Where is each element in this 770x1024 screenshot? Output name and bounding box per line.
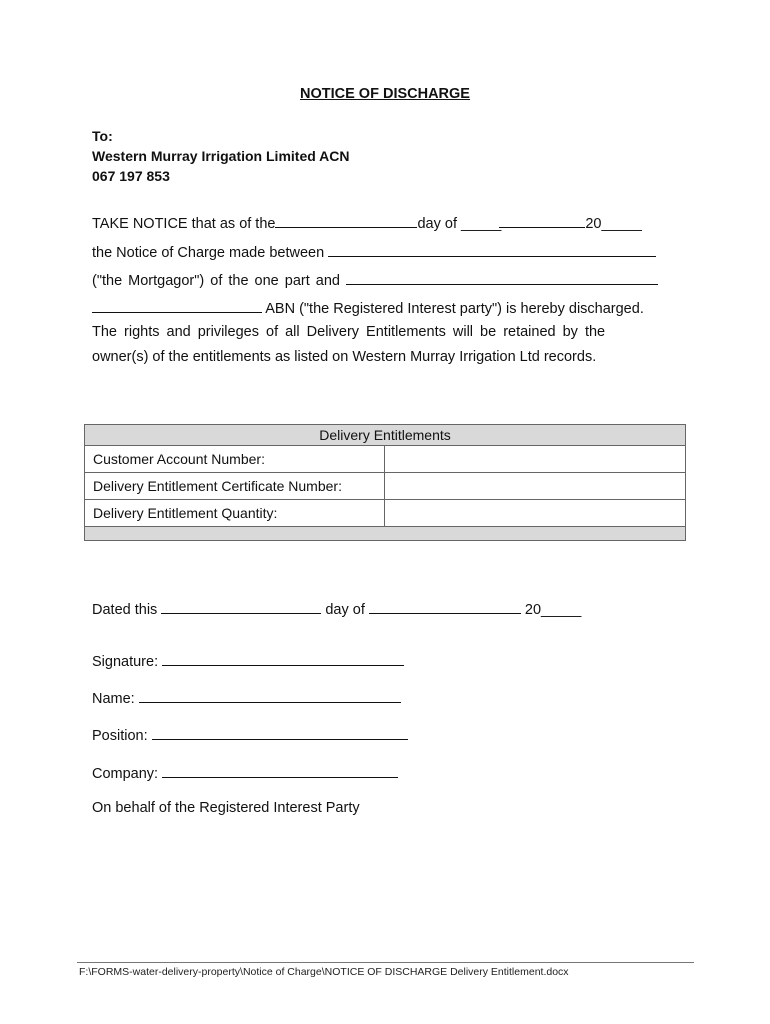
notice-of-charge-line bbox=[92, 242, 656, 261]
charge-parties-blank[interactable] bbox=[328, 242, 656, 257]
table-row bbox=[85, 500, 686, 527]
day-blank[interactable] bbox=[275, 213, 417, 228]
name-label: Name: bbox=[92, 691, 135, 707]
notice-of-charge-text: the Notice of Charge made between bbox=[92, 245, 325, 261]
mortgagor-text: ("the Mortgagor") of the one part and bbox=[92, 273, 340, 289]
take-notice-text: TAKE NOTICE that as of the bbox=[92, 216, 276, 232]
table-header: Delivery Entitlements bbox=[85, 425, 686, 446]
delivery-entitlements-table bbox=[84, 424, 686, 541]
entitlement-quantity-value[interactable] bbox=[385, 500, 686, 527]
day-of-text: day of bbox=[417, 216, 457, 232]
table-footer-bar bbox=[85, 527, 686, 541]
rights-line-2: owner(s) of the entitlements as listed on Western Murray Irrigation Ltd records. bbox=[92, 349, 597, 365]
signature-line bbox=[92, 651, 404, 670]
customer-account-value[interactable] bbox=[385, 446, 686, 473]
signature-label: Signature: bbox=[92, 654, 159, 670]
document-title: NOTICE OF DISCHARGE bbox=[300, 86, 470, 102]
abn-blank[interactable] bbox=[92, 298, 262, 313]
entitlement-quantity-label: Delivery Entitlement Quantity: bbox=[85, 500, 385, 527]
dated-year-text: 20_____ bbox=[524, 602, 582, 618]
take-notice-line: TAKE NOTICE that as of the day of _____ 20_____ bbox=[92, 213, 642, 232]
name-line bbox=[92, 688, 401, 707]
certificate-number-label: Delivery Entitlement Certificate Number: bbox=[85, 473, 385, 500]
to-label: To: bbox=[92, 128, 113, 144]
dated-month-blank[interactable] bbox=[369, 599, 521, 614]
footer-file-path: F:\FORMS-water-delivery-property\Notice of Charge\NOTICE OF DISCHARGE Delivery Entitlement.docx bbox=[79, 966, 569, 978]
position-blank[interactable] bbox=[152, 725, 408, 740]
table-row bbox=[85, 473, 686, 500]
dated-this-text: Dated this bbox=[92, 602, 158, 618]
rights-line-1: The rights and privileges of all Delivery Entitlements will be retained by the bbox=[92, 324, 606, 340]
abn-text: ABN ("the Registered Interest party") is hereby discharged. bbox=[265, 301, 644, 317]
position-line bbox=[92, 725, 408, 744]
position-label: Position: bbox=[92, 728, 148, 744]
mortgagor-line bbox=[92, 270, 658, 289]
company-line bbox=[92, 763, 398, 782]
table-row bbox=[85, 446, 686, 473]
month-blank[interactable] bbox=[499, 213, 585, 228]
dated-day-blank[interactable] bbox=[161, 599, 321, 614]
recipient-line-1: Western Murray Irrigation Limited ACN bbox=[92, 148, 350, 164]
company-label: Company: bbox=[92, 766, 159, 782]
customer-account-label: Customer Account Number: bbox=[85, 446, 385, 473]
recipient-block bbox=[92, 126, 349, 186]
other-party-blank[interactable] bbox=[346, 270, 658, 285]
company-blank[interactable] bbox=[162, 763, 398, 778]
signature-blank[interactable] bbox=[162, 651, 404, 666]
recipient-line-2: 067 197 853 bbox=[92, 168, 170, 184]
dated-line bbox=[92, 599, 581, 618]
name-blank[interactable] bbox=[139, 688, 401, 703]
on-behalf-text: On behalf of the Registered Interest Party bbox=[92, 800, 360, 816]
dated-day-of-text: day of bbox=[325, 602, 365, 618]
certificate-number-value[interactable] bbox=[385, 473, 686, 500]
year-text: 20_____ bbox=[585, 216, 642, 232]
abn-line bbox=[92, 298, 644, 317]
footer-rule bbox=[77, 962, 694, 963]
